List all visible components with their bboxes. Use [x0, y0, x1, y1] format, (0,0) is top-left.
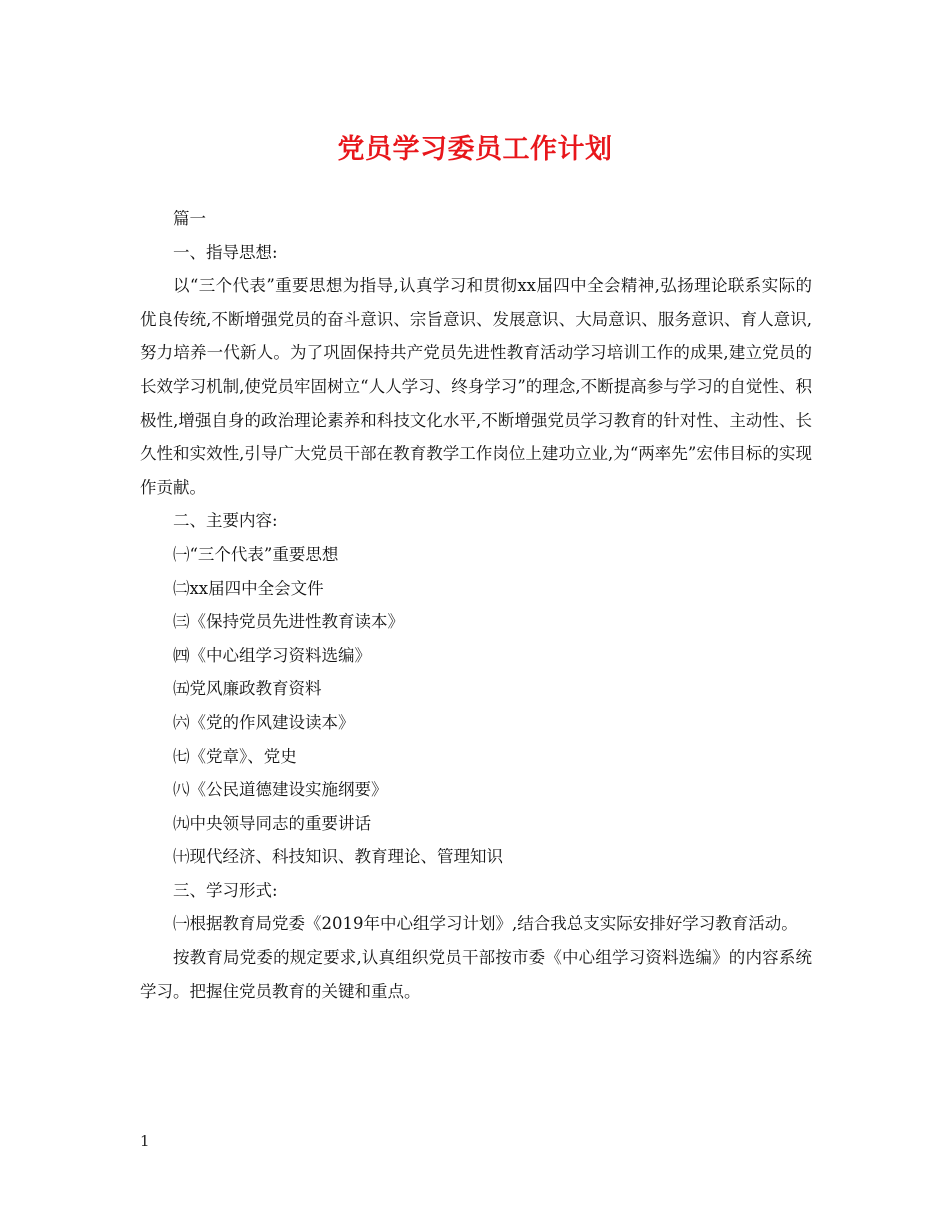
list-item: ㈢《保持党员先进性教育读本》 — [173, 612, 404, 632]
paragraph-learning-form-1: ㈠根据教育局党委《2019年中心组学习计划》,结合我总支实际安排好学习教育活动。 — [173, 914, 798, 934]
list-item: ㈤党风廉政教育资料 — [173, 679, 322, 699]
paragraph-guiding-thought: 以“三个代表”重要思想为指导,认真学习和贯彻xx届四中全会精神,弘扬理论联系实际的优良传统,不断增强党员的奋斗意识、宗旨意识、发展意识、大局意识、服务意识、育人意识,努力培养一代新人。为了巩固保持共产党员先进性教育活动学习培训工作的成果,建立党员的长效学习机制,使党员牢固树立“人人学习、终身学习”的理念,不断提高参与学习的自觉性、积极性,增强自身的政治理论素养和科技文化水平,不断增强党员学习教育的针对性、主动性、长久性和实效性,引导广大党员干部在教育教学工作岗位上建功立业,为“两率先”宏伟目标的实现作贡献。 — [140, 276, 812, 497]
list-item: ㈧《公民道德建设实施纲要》 — [173, 780, 388, 800]
list-item: ㈩现代经济、科技知识、教育理论、管理知识 — [173, 847, 503, 867]
paragraph-learning-form-2: 按教育局党委的规定要求,认真组织党员干部按市委《中心组学习资料选编》的内容系统学习。把握住党员教育的关键和重点。 — [140, 948, 812, 1001]
list-item: ㈡xx届四中全会文件 — [173, 578, 324, 598]
document-body — [140, 202, 812, 1008]
list-item: ㈨中央领导同志的重要讲话 — [173, 813, 371, 833]
list-item: ㈠“三个代表”重要思想 — [173, 544, 339, 564]
heading-main-content: 二、主要内容: — [173, 511, 278, 531]
heading-guiding-thought: 一、指导思想: — [173, 242, 278, 262]
section-label: 篇一 — [173, 209, 206, 228]
document-title: 党员学习委员工作计划 — [337, 134, 613, 165]
list-item: ㈥《党的作风建设读本》 — [173, 712, 355, 732]
list-item: ㈣《中心组学习资料选编》 — [173, 645, 371, 665]
page-number: 1 — [140, 1132, 150, 1150]
list-item: ㈦《党章》、党史 — [173, 746, 297, 766]
heading-learning-form: 三、学习形式: — [173, 880, 278, 900]
